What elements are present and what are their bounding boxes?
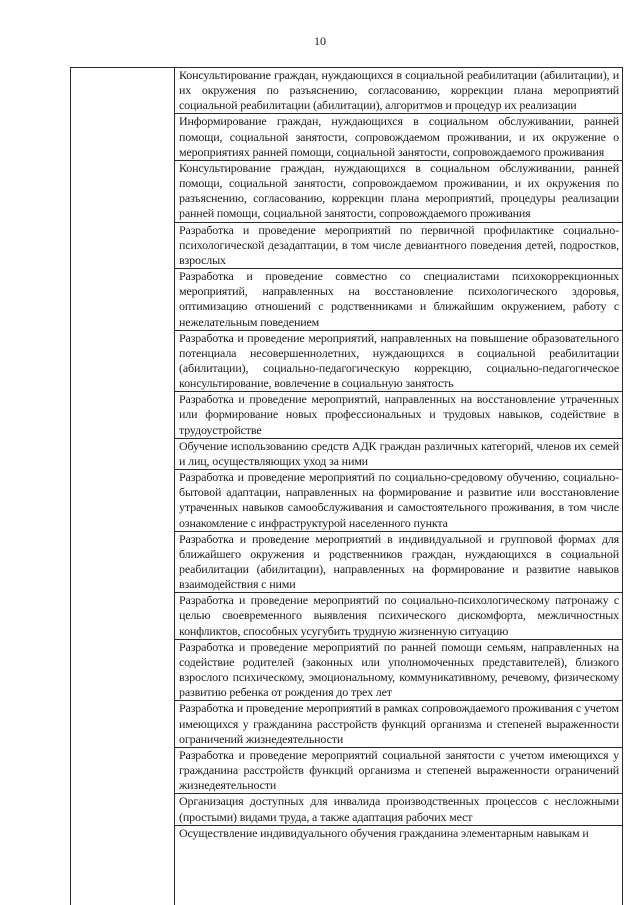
table-row: Консультирование граждан, нуждающихся в социальной реабилитации (абилитации), и их окружения по разъяснению, согласованию, коррекции плана мероприятий социальной реабилитации (абилитации), алгоритмов и процедур их реализации bbox=[175, 68, 622, 114]
table-row: Разработка и проведение мероприятий по социально-психологическому патронажу с целью своевременного выявления психического дискомфорта, межличностных конфликтов, способных усугубить трудную жизненную ситуацию bbox=[175, 593, 622, 639]
table-row: Разработка и проведение мероприятий по ранней помощи семьям, направленных на содействие родителей (законных или уполномоченных представителей), близкого взрослого психическому, эмоциональному, коммуникативному, речевому, физическому развитию ребенка от рождения до трех лет bbox=[175, 640, 622, 702]
table-row: Обучение использованию средств АДК граждан различных категорий, членов их семей и лиц, осуществляющих уход за ними bbox=[175, 439, 622, 470]
table-row: Разработка и проведение мероприятий в рамках сопровождаемого проживания с учетом имеющихся у гражданина расстройств функций организма и степеней выраженности ограничений жизнедеятельности bbox=[175, 701, 622, 747]
table-row: Информирование граждан, нуждающихся в социальном обслуживании, ранней помощи, социальной занятости, сопровождаемом проживании, и их окружение о мероприятиях ранней помощи, социальной занятости, сопровождаемого проживания bbox=[175, 114, 622, 160]
table-row: Консультирование граждан, нуждающихся в социальном обслуживании, ранней помощи, социальной занятости, сопровождаемом проживании, и их окружения по разъяснению, согласованию, коррекции плана мероприятий, процедуры реализации ранней помощи, социальной занятости, сопровождаемого проживания bbox=[175, 161, 622, 223]
table-row: Разработка и проведение мероприятий, направленных на повышение образовательного потенциала несовершеннолетних, нуждающихся в социальной реабилитации (абилитации), социально-педагогическую коррекцию, социально-педагогическое консультирование, вовлечение в социальную занятость bbox=[175, 331, 622, 393]
table-row: Разработка и проведение мероприятий по социально-средовому обучению, социально-бытовой адаптации, направленных на формирование и развитие или восстановление утраченных навыков самообслуживания и самостоятельного проживания, в том числе ознакомление с инфраструктурой населенного пункта bbox=[175, 470, 622, 532]
table-row: Разработка и проведение совместно со специалистами психокоррекционных мероприятий, направленных на восстановление психологического здоровья, оптимизацию отношений с родственниками и ближайшим окружением, работу с нежелательным поведением bbox=[175, 269, 622, 331]
table-row: Разработка и проведение мероприятий, направленных на восстановление утраченных или формирование новых профессиональных и трудовых навыков, содействие в трудоустройстве bbox=[175, 392, 622, 438]
table-row: Организация доступных для инвалида производственных процессов с несложными (простыми) видами труда, а также адаптация рабочих мест bbox=[175, 794, 622, 825]
activities-table bbox=[70, 67, 623, 905]
table-row: Разработка и проведение мероприятий в индивидуальной и групповой формах для ближайшего окружения и родственников граждан, нуждающихся в социальной реабилитации (абилитации), направленных на формирование и развитие навыков взаимодействия с ними bbox=[175, 532, 622, 594]
table-right-column bbox=[175, 68, 622, 841]
page-number: 10 bbox=[314, 34, 326, 48]
table-row: Разработка и проведение мероприятий по первичной профилактике социально-психологической дезадаптации, в том числе девиантного поведения детей, подростков, взрослых bbox=[175, 223, 622, 269]
table-row: Осуществление индивидуального обучения гражданина элементарным навыкам и bbox=[179, 825, 589, 840]
table-left-column bbox=[71, 68, 175, 905]
table-row: Разработка и проведение мероприятий социальной занятости с учетом имеющихся у гражданина расстройств функций организма и степеней выраженности ограничений жизнедеятельности bbox=[175, 748, 622, 794]
